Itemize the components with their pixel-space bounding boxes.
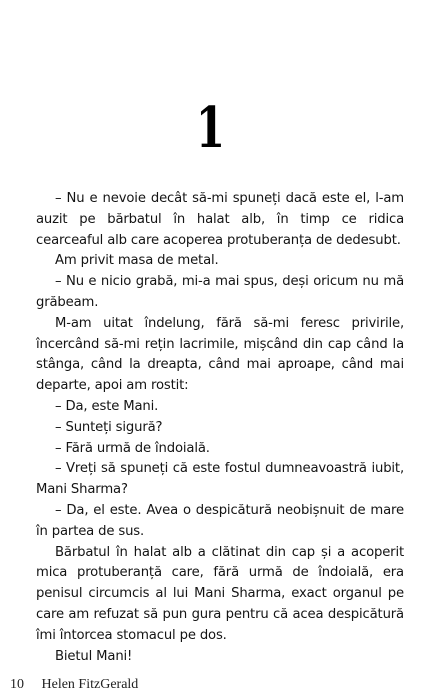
author-name: Helen FitzGerald <box>41 677 139 692</box>
chapter-body <box>36 189 404 667</box>
paragraph: – Sunteți sigură? <box>55 419 163 435</box>
paragraph: Bărbatul în halat alb a clătinat din cap și a acoperit mica protuberanță care, fără urmă de îndoială, era penisul circumcis al lui Mani Sharma, exact organul pe care am refuzat să pun gura pentru că acea despicătură îmi întorcea stomacul pe dos. <box>36 544 404 643</box>
paragraph: – Da, este Mani. <box>55 398 159 414</box>
paragraph: Bietul Mani! <box>55 648 133 664</box>
paragraph: – Fără urmă de îndoială. <box>55 440 210 456</box>
paragraph: – Nu e nicio grabă, mi-a mai spus, deși oricum nu mă grăbeam. <box>36 274 404 310</box>
paragraph: – Da, el este. Avea o despicătură neobișnuit de mare în partea de sus. <box>36 502 404 539</box>
paragraph: – Nu e nevoie decât să-mi spuneți dacă este el, l-am auzit pe bărbatul în halat alb, în timp ce ridica cearceaful alb care acoperea protuberanța de dedesubt. <box>36 191 404 248</box>
page-number: 10 <box>10 677 24 692</box>
paragraph: – Vreți să spuneți că este fostul dumneavoastră iubit, Mani Sharma? <box>36 461 404 498</box>
page-footer <box>10 676 138 694</box>
chapter-number: 1 <box>195 95 226 161</box>
paragraph: M-am uitat îndelung, fără să-mi feresc privirile, încercând să-mi rețin lacrimile, mișcând din cap când la stânga, când la dreapta, când mai aproape, când mai departe, apoi am rostit: <box>36 315 404 394</box>
paragraph: Am privit masa de metal. <box>55 253 219 269</box>
